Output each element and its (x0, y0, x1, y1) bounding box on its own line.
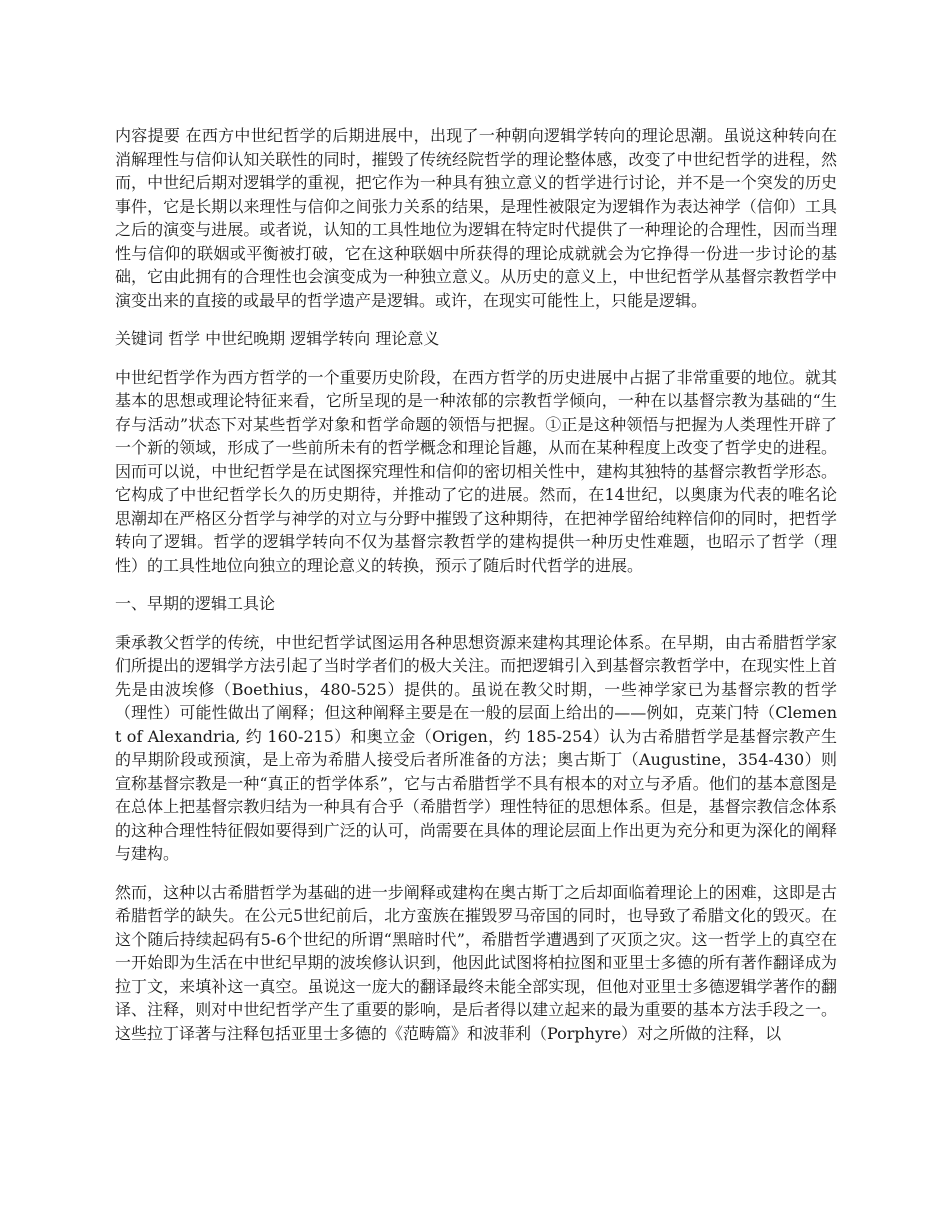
body-paragraph-2: 然而，这种以古希腊哲学为基础的进一步阐释或建构在奥古斯丁之后却面临着理论上的困难，这即是古希腊哲学的缺失。在公元5世纪前后，北方蛮族在摧毁罗马帝国的同时，也导致了希腊文化的毁灭。在这个随后持续起码有5-6个世纪的所谓“黑暗时代”，希腊哲学遭遇到了灭顶之灾。这一哲学上的真空在一开始即为生活在中世纪早期的波埃修认识到，他因此试图将柏拉图和亚里士多德的所有著作翻译成为拉丁文，来填补这一真空。虽说这一庞大的翻译最终未能全部实现，但他对亚里士多德逻辑学著作的翻译、注释，则对中世纪哲学产生了重要的影响，是后者得以建立起来的最为重要的基本方法手段之一。这些拉丁译著与注释包括亚里士多德的《范畴篇》和波菲利（Porphyre）对之所做的注释，以 (115, 882, 837, 1043)
section-heading: 一、早期的逻辑工具论 (115, 594, 276, 613)
body-paragraph-1: 秉承教父哲学的传统，中世纪哲学试图运用各种思想资源来建构其理论体系。在早期，由古希腊哲学家们所提出的逻辑学方法引起了当时学者们的极大关注。而把逻辑引入到基督宗教哲学中，在现实性上首先是由波埃修（Boethius，480-525）提供的。虽说在教父时期，一些神学家已为基督宗教的哲学（理性）可能性做出了阐释；但这种阐释主要是在一般的层面上给出的——例如，克莱门特（Clement of Alexandria, 约 160-215）和奥立金（Origen，约 185-254）认为古希腊哲学是基督宗教产生的早期阶段或预演，是上帝为希腊人接受后者所准备的方法；奥古斯丁（Augustine，354-430）则宣称基督宗教是一种“真正的哲学体系”，它与古希腊哲学不具有根本的对立与矛盾。他们的基本意图是在总体上把基督宗教归结为一种具有合乎（希腊哲学）理性特征的思想体系。但是，基督宗教信念体系的这种合理性特征假如要得到广泛的认可，尚需要在具体的理论层面上作出更为充分和更为深化的阐释与建构。 (115, 632, 837, 863)
intro-paragraph: 中世纪哲学作为西方哲学的一个重要历史阶段，在西方哲学的历史进展中占据了非常重要的地位。就其基本的思想或理论特征来看，它所呈现的是一种浓郁的宗教哲学倾向，一种在以基督宗教为基础的“生存与活动”状态下对某些哲学对象和哲学命题的领悟与把握。①正是这种领悟与把握为人类理性开辟了一个新的领域，形成了一些前所未有的哲学概念和理论旨趣，从而在某种程度上改变了哲学史的进程。因而可以说，中世纪哲学是在试图探究理性和信仰的密切相关性中，建构其独特的基督宗教哲学形态。它构成了中世纪哲学长久的历史期待，并推动了它的进展。然而，在14世纪，以奥康为代表的唯名论思潮却在严格区分哲学与神学的对立与分野中摧毁了这种期待，在把神学留给纯粹信仰的同时，把哲学转向了逻辑。哲学的逻辑学转向不仅为基督宗教哲学的建构提供一种历史性难题，也昭示了哲学（理性）的工具性地位向独立的理论意义的转换，预示了随后时代哲学的进展。 (115, 367, 837, 575)
document-page (115, 124, 837, 1060)
keywords-line: 关键词 哲学 中世纪晚期 逻辑学转向 理论意义 (115, 329, 440, 348)
abstract-paragraph: 内容提要 在西方中世纪哲学的后期进展中，出现了一种朝向逻辑学转向的理论思潮。虽说这种转向在消解理性与信仰认知关联性的同时，摧毁了传统经院哲学的理论整体感，改变了中世纪哲学的进程，然而，中世纪后期对逻辑学的重视，把它作为一种具有独立意义的哲学进行讨论，并不是一个突发的历史事件，它是长期以来理性与信仰之间张力关系的结果，是理性被限定为逻辑作为表达神学（信仰）工具之后的演变与进展。或者说，认知的工具性地位为逻辑在特定时代提供了一种理论的合理性，因而当理性与信仰的联姻或平衡被打破，它在这种联姻中所获得的理论成就就会为它挣得一份进一步讨论的基础，它由此拥有的合理性也会演变成为一种独立意义。从历史的意义上，中世纪哲学从基督宗教哲学中演变出来的直接的或最早的哲学遗产是逻辑。或许，在现实可能性上，只能是逻辑。 (115, 126, 837, 310)
